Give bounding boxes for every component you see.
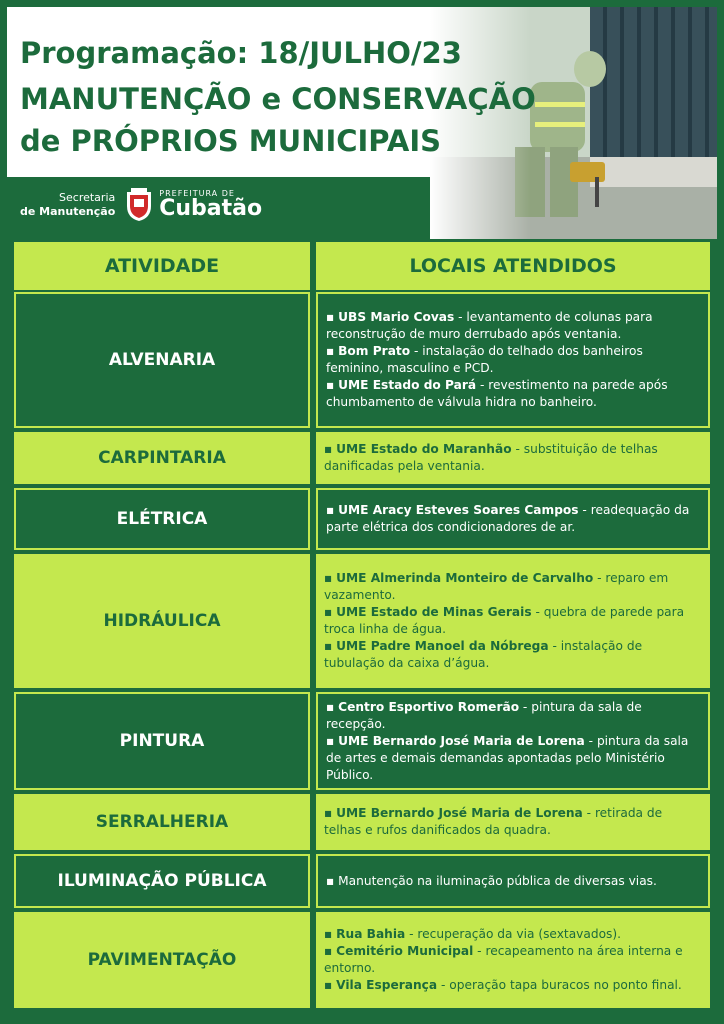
city-logo-text: Cubatão [159,196,263,221]
location-item: ▪ UME Bernardo José Maria de Lorena - retirada de telhas e rufos danificados da quadra. [324,806,663,837]
location-name: UME Almerinda Monteiro de Carvalho [336,571,594,585]
column-header-activity: ATIVIDADE [14,242,310,290]
location-name: Cemitério Municipal [336,944,474,958]
location-item: ▪ UME Estado do Pará - revestimento na parede após chumbamento de válvula hidra no banheiro. [326,378,668,409]
location-item: ▪ UME Bernardo José Maria de Lorena - pintura da sala de artes e demais demandas apontadas pelo Ministério Público. [326,733,689,782]
activity-cell: ALVENARIA [14,292,310,428]
location-name: UME Bernardo José Maria de Lorena [338,733,585,748]
prefeitura-label: PREFEITURA DE [159,189,235,198]
location-item: ▪ Manutenção na iluminação pública de diversas vias. [326,873,657,888]
location-item: ▪ Rua Bahia - recuperação da via (sextavados). [324,927,622,941]
column-header-locations: LOCAIS ATENDIDOS [316,242,710,290]
activity-cell: ILUMINAÇÃO PÚBLICA [14,854,310,908]
location-description: instalação de tubulação da caixa d’água. [324,639,643,670]
activity-cell: PAVIMENTAÇÃO [14,912,310,1008]
location-item: ▪ Centro Esportivo Romerão - pintura da sala de recepção. [326,699,642,731]
activity-cell: CARPINTARIA [14,432,310,484]
location-item: ▪ UME Almerinda Monteiro de Carvalho - reparo em vazamento. [324,571,669,602]
location-name: Centro Esportivo Romerão [338,699,520,714]
location-item: ▪ UBS Mario Covas - levantamento de colunas para reconstrução de muro derrubado após ventania. [326,310,653,341]
activity-cell: ELÉTRICA [14,488,310,550]
location-description: operação tapa buracos no ponto final. [449,978,682,992]
location-name: UME Estado do Maranhão [336,442,512,456]
location-description: recapeamento na área interna e entorno. [324,944,683,975]
location-description: retirada de telhas e rufos danificados da quadra. [324,806,663,837]
location-description: pintura da sala de artes e demais demandas apontadas pelo Ministério Público. [326,733,689,782]
activity-cell: PINTURA [14,692,310,790]
location-item: ▪ Bom Prato - instalação do telhado dos banheiros feminino, masculino e PCD. [326,344,643,375]
location-name: Bom Prato [338,344,411,358]
location-description: levantamento de colunas para reconstrução de muro derrubado após ventania. [326,310,653,341]
location-item: ▪ Cemitério Municipal - recapeamento na área interna e entorno. [324,944,683,975]
location-description: revestimento na parede após chumbamento de válvula hidra no banheiro. [326,378,668,409]
location-description: reparo em vazamento. [324,571,669,602]
secretaria-text: Secretaria [59,191,116,204]
program-subtitle-line: de PRÓPRIOS MUNICIPAIS [20,124,442,158]
location-description: Manutenção na iluminação pública de diversas vias. [338,873,657,888]
location-name: UME Aracy Esteves Soares Campos [338,503,579,517]
location-name: UME Estado do Pará [338,378,477,392]
program-date-title: Programação: 18/JULHO/23 [20,36,462,70]
location-name: UME Bernardo José Maria de Lorena [336,806,583,820]
manutencao-text: de Manutenção [20,205,116,218]
location-description: instalação do telhado dos banheiros feminino, masculino e PCD. [326,344,643,375]
location-item: ▪ Vila Esperança - operação tapa buracos no ponto final. [324,978,682,992]
location-description: quebra de parede para troca linha de água. [324,605,685,636]
program-title-line: MANUTENÇÃO e CONSERVAÇÃO [20,82,536,116]
activity-cell: SERRALHERIA [14,794,310,850]
location-name: Rua Bahia [336,927,406,941]
location-description: pintura da sala de recepção. [326,699,642,731]
location-description: readequação da parte elétrica dos condicionadores de ar. [326,503,690,534]
location-item: ▪ UME Estado do Maranhão - substituição de telhas danificadas pela ventania. [324,442,658,473]
location-description: recuperação da via (sextavados). [417,927,622,941]
location-name: Vila Esperança [336,978,438,992]
location-description: substituição de telhas danificadas pela ventania. [324,442,658,473]
location-name: UME Estado de Minas Gerais [336,605,532,619]
location-name: UME Padre Manoel da Nóbrega [336,639,549,653]
location-name: UBS Mario Covas [338,310,455,324]
location-item: ▪ UME Padre Manoel da Nóbrega - instalação de tubulação da caixa d’água. [324,639,643,670]
location-item: ▪ UME Estado de Minas Gerais - quebra de parede para troca linha de água. [324,605,685,636]
activity-cell: HIDRÁULICA [14,554,310,688]
location-item: ▪ UME Aracy Esteves Soares Campos - readequação da parte elétrica dos condicionadores de ar. [326,503,690,534]
